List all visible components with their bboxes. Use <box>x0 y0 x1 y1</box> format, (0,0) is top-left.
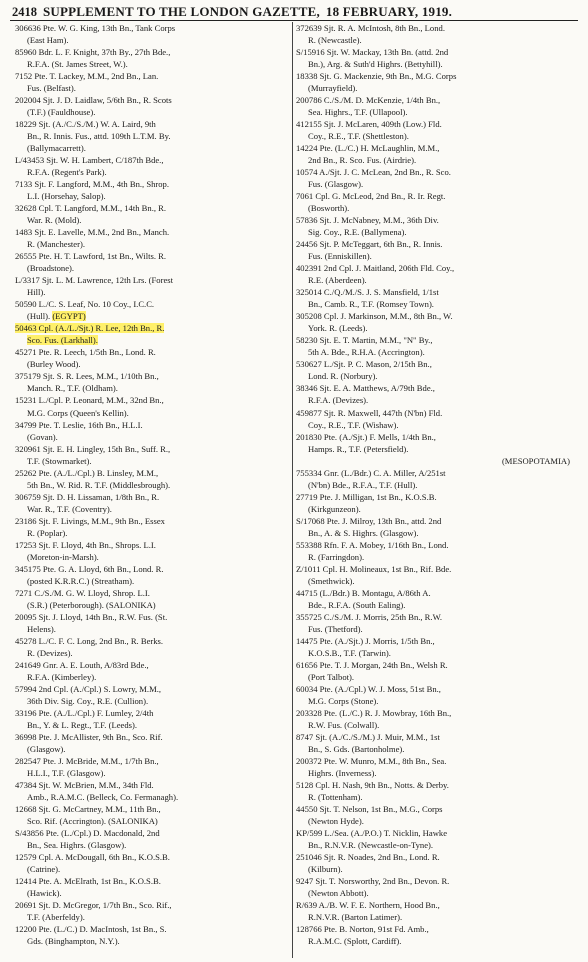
entry-continuation: (Govan). <box>27 431 58 442</box>
entry-line: 33196 Pte. (A./L./Cpl.) F. Lumley, 2/4th <box>15 707 154 718</box>
entry-line: 128766 Pte. B. Norton, 91st Fd. Amb., <box>296 924 429 935</box>
entry-line: 203328 Pte. (L./C.) R. J. Mowbray, 16th Bn., <box>296 707 452 718</box>
entry-line: 25262 Pte. (A./L./Cpl.) B. Linsley, M.M., <box>15 467 159 478</box>
entry-line: Z/1011 Cpl. H. Molineaux, 1st Bn., Rif. Bde. <box>296 563 452 574</box>
entry-continuation: (N'bn) Bde., R.F.A., T.F. (Hull). <box>308 479 418 490</box>
entry-line: 372639 Sjt. R. A. McIntosh, 8th Bn., Lond. <box>296 23 445 33</box>
entry-continuation: Gds. (Binghampton, N.Y.). <box>27 936 120 947</box>
entry-continuation: R.N.V.R. (Barton Latimer). <box>308 912 403 923</box>
entry-continuation: Fus. (Enniskillen). <box>308 251 372 262</box>
entry-continuation: (Murrayfield). <box>308 83 358 94</box>
entry-continuation: R.F.A. (Regent's Park). <box>27 167 107 178</box>
entry-continuation: War. R., T.F. (Coventry). <box>27 503 112 514</box>
entry-line: 7061 Cpl. G. McLeod, 2nd Bn., R. Ir. Regt. <box>296 191 446 202</box>
entry-line: 755334 Gnr. (L./Bdr.) C. A. Miller, A/251st <box>296 467 446 478</box>
entry-line: 45271 Pte. R. Leech, 1/5th Bn., Lond. R. <box>15 347 156 358</box>
entry-continuation: War. R. (Mold). <box>27 215 82 226</box>
entry-continuation: (S.R.) (Peterborough). (SALONIKA) <box>27 599 156 610</box>
entry-continuation: Bn., Y. & L. Regt., T.F. (Leeds). <box>27 719 137 730</box>
entry-continuation: R.E. (Aberdeen). <box>308 275 367 286</box>
entry-line: 15231 L./Cpl. P. Leonard, M.M., 32nd Bn., <box>15 395 164 406</box>
page-number: 2418 <box>12 5 37 19</box>
entry-continuation: Sco. Rif. (Accrington). (SALONIKA) <box>27 816 158 827</box>
entry-line: 320961 Sjt. E. H. Lingley, 15th Bn., Suff. R., <box>15 443 171 454</box>
entry-continuation: (Kirkgunzeon). <box>308 503 361 514</box>
entry-continuation: (Glasgow). <box>27 743 66 754</box>
entry-continuation: R.A.M.C. (Splott, Cardiff). <box>308 936 402 947</box>
entry-continuation: Fus. (Belfast). <box>27 83 76 94</box>
entry-line: 32628 Cpl. T. Langford, M.M., 14th Bn., R. <box>15 203 167 214</box>
entry-continuation: Hamps. R., T.F. (Petersfield). <box>308 443 409 454</box>
entry-line: 1483 Sjt. E. Lavelle, M.M., 2nd Bn., Manch. <box>15 227 170 238</box>
entry-continuation: Coy., R.E., T.F. (Shettleston). <box>308 131 409 142</box>
entry-continuation: Bn., Sea. Highrs. (Glasgow). <box>27 840 127 851</box>
entry-line: 57836 Sjt. J. McNabney, M.M., 36th Div. <box>296 215 439 226</box>
entry-continuation: R. (Manchester). <box>27 239 85 250</box>
entry-continuation: (Smethwick). <box>308 575 355 586</box>
entry-line: 12579 Cpl. A. McDougall, 6th Bn., K.O.S.B. <box>15 852 170 863</box>
entry-line: L/3317 Sjt. L. M. Lawrence, 12th Lrs. (Forest <box>15 275 174 286</box>
entry-continuation: (Newton Abbott). <box>308 888 369 899</box>
entry-continuation: T.F. (Aberfeldy). <box>27 912 85 923</box>
entry-continuation: 5th A. Bde., R.H.A. (Accrington). <box>308 347 425 358</box>
entry-continuation: (Moreton-in-Marsh). <box>27 551 99 562</box>
entry-line: 18229 Sjt. (A./C./S./M.) W. A. Laird, 9th <box>15 119 156 130</box>
entry-line: 355725 C./S./M. J. Morris, 25th Bn., R.W. <box>296 611 443 622</box>
entry-continuation: Manch. R., T.F. (Oldham). <box>27 383 118 394</box>
entry-line: 5128 Cpl. H. Nash, 9th Bn., Notts. & Derby. <box>296 779 449 790</box>
entry-continuation: (Ballymacarrett). <box>27 143 86 154</box>
entry-continuation: R. (Devizes). <box>27 647 73 658</box>
entry-continuation: K.O.S.B., T.F. (Tarwin). <box>308 647 391 658</box>
entry-continuation: M.G. Corps (Queen's Kellin). <box>27 407 129 418</box>
entry-line: 402391 2nd Cpl. J. Maitland, 206th Fld. Coy., <box>296 263 455 274</box>
entry-continuation: R. (Tottenham). <box>308 792 363 802</box>
entry-continuation: (Burley Wood). <box>27 359 81 370</box>
entry-continuation: (Port Talbot). <box>308 671 355 682</box>
entry-continuation: Bn., R.N.V.R. (Newcastle-on-Tyne). <box>308 840 434 851</box>
entry-continuation: Coy., R.E., T.F. (Wishaw). <box>308 419 399 430</box>
entry-continuation: R. (Newcastle). <box>308 35 362 46</box>
entry-line: S/43856 Pte. (L./Cpl.) D. Macdonald, 2nd <box>15 828 160 839</box>
entry-continuation: (Bosworth). <box>308 203 350 214</box>
entry-line: S/17068 Pte. J. Milroy, 13th Bn., attd. 2nd <box>296 515 442 526</box>
entry-continuation: (Catrine). <box>27 864 61 875</box>
publication-date: 18 FEBRUARY, 1919. <box>325 4 453 19</box>
entry-line: 14475 Pte. (A./Sjt.) J. Morris, 1/5th Bn., <box>296 635 435 646</box>
entry-line: 9247 Sjt. T. Norsworthy, 2nd Bn., Devon. R. <box>296 876 450 887</box>
entry-line: 26555 Pte. H. T. Lawford, 1st Bn., Wilts. R. <box>15 251 166 262</box>
entry-line: 306759 Sjt. D. H. Lissaman, 1/8th Bn., R. <box>15 491 160 502</box>
entry-line: 375179 Sjt. S. R. Lees, M.M., 1/10th Bn., <box>15 371 159 382</box>
entry-continuation: (posted K.R.R.C.) (Streatham). <box>27 575 135 586</box>
entry-line: 200786 C./S./M. D. McKenzie, 1/4th Bn., <box>296 95 441 106</box>
entry-line: 325014 C./Q./M./S. J. S. Mansfield, 1/1st <box>296 287 439 298</box>
entry-line: 553388 Rfn. F. A. Mobey, 1/16th Bn., Lond. <box>296 539 449 550</box>
entry-continuation: R. (Poplar). <box>27 527 68 538</box>
entry-continuation: Amb., R.A.M.C. (Belleck, Co. Fermanagh). <box>27 792 179 802</box>
entry-continuation: 36th Div. Sig. Coy., R.E. (Cullion). <box>27 695 149 706</box>
entry-continuation: Hill). <box>27 287 46 298</box>
entry-continuation: (East Ham). <box>27 35 69 46</box>
entry-line: 459877 Sjt. R. Maxwell, 447th (N'bn) Fld. <box>296 407 443 418</box>
page-header <box>12 4 576 24</box>
entry-line: 24456 Sjt. P. McTeggart, 6th Bn., R. Innis. <box>296 239 443 250</box>
entry-line: 85960 Bdr. L. F. Knight, 37th By., 27th Bde., <box>15 47 171 58</box>
entry-line: 44715 (L./Bdr.) B. Montagu, A/86th A. <box>296 587 431 598</box>
entry-continuation: M.G. Corps (Stone). <box>308 695 379 706</box>
entry-line: 251046 Sjt. R. Noades, 2nd Bn., Lond. R. <box>296 852 440 863</box>
entry-continuation: Bn., R. Innis. Fus., attd. 109th L.T.M. By. <box>27 131 171 142</box>
entry-line: KP/599 L./Sea. (A./P.O.) T. Nicklin, Hawke <box>296 828 448 839</box>
entry-line: 201830 Pte. (A./Sjt.) F. Mells, 1/4th Bn., <box>296 431 436 442</box>
entry-line: 44550 Sjt. T. Nelson, 1st Bn., M.G., Corps <box>296 804 443 815</box>
header-rule <box>10 20 578 21</box>
entry-line: 345175 Pte. G. A. Lloyd, 6th Bn., Lond. R. <box>15 563 164 574</box>
entry-continuation: Bn.), Arg. & Suth'd Highrs. (Bettyhill). <box>308 59 443 70</box>
entry-line: 306636 Pte. W. G. King, 13th Bn., Tank Corps <box>15 23 176 33</box>
entry-line: 45278 L./C. F. C. Long, 2nd Bn., R. Berks. <box>15 635 164 646</box>
entry-continuation: Helens). <box>27 623 56 634</box>
entry-line: 14224 Pte. (L./C.) H. McLaughlin, M.M., <box>296 143 440 154</box>
entry-continuation: Bn., A. & S. Highrs. (Glasgow). <box>308 527 419 538</box>
entry-continuation: R.F.A. (Devizes). <box>308 395 369 406</box>
entry-line: 530627 L./Sjt. P. C. Mason, 2/15th Bn., <box>296 359 432 370</box>
entry-continuation: R.W. Fus. (Colwall). <box>308 719 380 730</box>
entry-line: 60034 Pte. (A./Cpl.) W. J. Moss, 51st Bn., <box>296 683 441 694</box>
entry-line: 412155 Sjt. J. McLaren, 409th (Low.) Fld. <box>296 119 442 130</box>
entry-continuation: (Hull). (EGYPT) <box>27 311 86 322</box>
entry-continuation: (Kilburn). <box>308 864 343 875</box>
entry-continuation: (T.F.) (Fauldhouse). <box>27 107 96 118</box>
entry-continuation: Bde., R.F.A. (South Ealing). <box>308 599 406 610</box>
entry-continuation: R.F.A. (St. James Street, W.). <box>27 59 128 70</box>
entry-line: 202004 Sjt. J. D. Laidlaw, 5/6th Bn., R. Scots <box>15 95 172 106</box>
entry-continuation: 2nd Bn., R. Sco. Fus. (Airdrie). <box>308 155 417 166</box>
entry-continuation: (Broadstone). <box>27 263 75 274</box>
entry-continuation: 5th Bn., W. Rid. R. T.F. (Middlesbrough). <box>27 479 171 490</box>
entry-continuation: Bn., Camb. R., T.F. (Romsey Town). <box>308 299 434 310</box>
entry-line: 38346 Sjt. E. A. Matthews, A/79th Bde., <box>296 383 435 394</box>
entry-continuation: Sig. Coy., R.E. (Ballymena). <box>308 227 407 238</box>
entry-continuation: T.F. (Stowmarket). <box>27 455 92 466</box>
entry-line: S/15916 Sjt. W. Mackay, 13th Bn. (attd. 2nd <box>296 47 449 58</box>
entry-continuation: Highrs. (Inverness). <box>308 767 377 778</box>
entry-line: 27719 Pte. J. Milligan, 1st Bn., K.O.S.B. <box>296 491 437 502</box>
entry-line: 200372 Pte. W. Munro, M.M., 8th Bn., Sea. <box>296 755 447 766</box>
entry-line: 23186 Sjt. F. Livings, M.M., 9th Bn., Essex <box>15 515 165 526</box>
entry-continuation: Sco. Fus. (Larkhall). <box>27 335 98 346</box>
entry-continuation: Lond. R. (Norbury). <box>308 371 378 382</box>
entry-line: 7133 Sjt. F. Langford, M.M., 4th Bn., Shrop. <box>15 179 170 190</box>
entry-continuation: (Newton Hyde). <box>308 816 364 827</box>
entry-continuation: York. R. (Leeds). <box>308 323 368 334</box>
entry-line: 47384 Sjt. W. McBrien, M.M., 34th Fld. <box>15 779 154 790</box>
entry-continuation: (Hawick). <box>27 888 62 899</box>
entry-line: L/43453 Sjt. W. H. Lambert, C/187th Bde., <box>15 155 164 166</box>
entry-continuation: R.F.A. (Kimberley). <box>27 671 97 682</box>
publication-title: SUPPLEMENT TO THE LONDON GAZETTE, <box>43 4 320 19</box>
entry-continuation: Bn., S. Gds. (Bartonholme). <box>308 743 405 754</box>
entry-line: 50463 Cpl. (A./L./Sjt.) R. Lee, 12th Bn., R. <box>15 323 165 334</box>
entry-line: 241649 Gnr. A. E. Louth, A/83rd Bde., <box>15 659 149 670</box>
entry-line: 305208 Cpl. J. Markinson, M.M., 8th Bn., W. <box>296 311 453 322</box>
entry-line: 7271 C./S./M. G. W. Lloyd, Shrop. L.I. <box>15 587 150 598</box>
left-column <box>15 22 295 947</box>
entry-line: 20691 Sjt. D. McGregor, 1/7th Bn., Sco. Rif., <box>15 900 172 911</box>
entry-line: 12668 Sjt. G. McCartney, M.M., 11th Bn., <box>15 804 161 815</box>
entry-continuation: L.I. (Horsehay, Salop). <box>27 191 106 202</box>
entry-continuation: H.L.I., T.F. (Glasgow). <box>27 767 106 778</box>
entry-line: 20095 Sjt. J. Lloyd, 14th Bn., R.W. Fus. (St. <box>15 611 168 622</box>
entry-line: 10574 A./Sjt. J. C. McLean, 2nd Bn., R. Sco. <box>296 167 451 178</box>
entry-line: 8747 Sjt. (A./C./S./M.) J. Muir, M.M., 1st <box>296 731 440 742</box>
entry-continuation: Fus. (Thetford). <box>308 623 363 634</box>
entry-line: R/639 A./B. W. F. E. Northern, Hood Bn., <box>296 900 440 911</box>
entry-continuation: Fus. (Glasgow). <box>308 179 364 190</box>
entry-line: 34799 Pte. T. Leslie, 16th Bn., H.L.I. <box>15 419 143 430</box>
entry-line: 61656 Pte. T. J. Morgan, 24th Bn., Welsh R. <box>296 659 448 670</box>
entry-continuation: Sea. Highrs., T.F. (Ullapool). <box>308 107 408 118</box>
entry-line: 57994 2nd Cpl. (A./Cpl.) S. Lowry, M.M., <box>15 683 162 694</box>
entry-continuation: R. (Farringdon). <box>308 551 365 562</box>
entry-line: 58230 Sjt. E. T. Martin, M.M., "N" By., <box>296 335 433 346</box>
right-column <box>296 22 576 947</box>
entry-line: 36998 Pte. J. McAllister, 9th Bn., Sco. Rif. <box>15 731 163 742</box>
entry-line: 18338 Sjt. G. Mackenzie, 9th Bn., M.G. Corps <box>296 71 457 82</box>
entry-line: 50590 L./C. S. Leaf, No. 10 Coy., I.C.C. <box>15 299 155 310</box>
entry-line: 282547 Pte. J. McBride, M.M., 1/7th Bn., <box>15 755 159 766</box>
entry-line: 12414 Pte. A. McElrath, 1st Bn., K.O.S.B. <box>15 876 161 887</box>
entry-line: 17253 Sjt. F. Lloyd, 4th Bn., Shrops. L.I. <box>15 539 156 550</box>
entry-line: 7152 Pte. T. Lackey, M.M., 2nd Bn., Lan. <box>15 71 159 82</box>
entry-line: 12200 Pte. (L./C.) D. MacIntosh, 1st Bn., S. <box>15 924 167 935</box>
section-heading: (MESOPOTAMIA) <box>501 455 570 466</box>
